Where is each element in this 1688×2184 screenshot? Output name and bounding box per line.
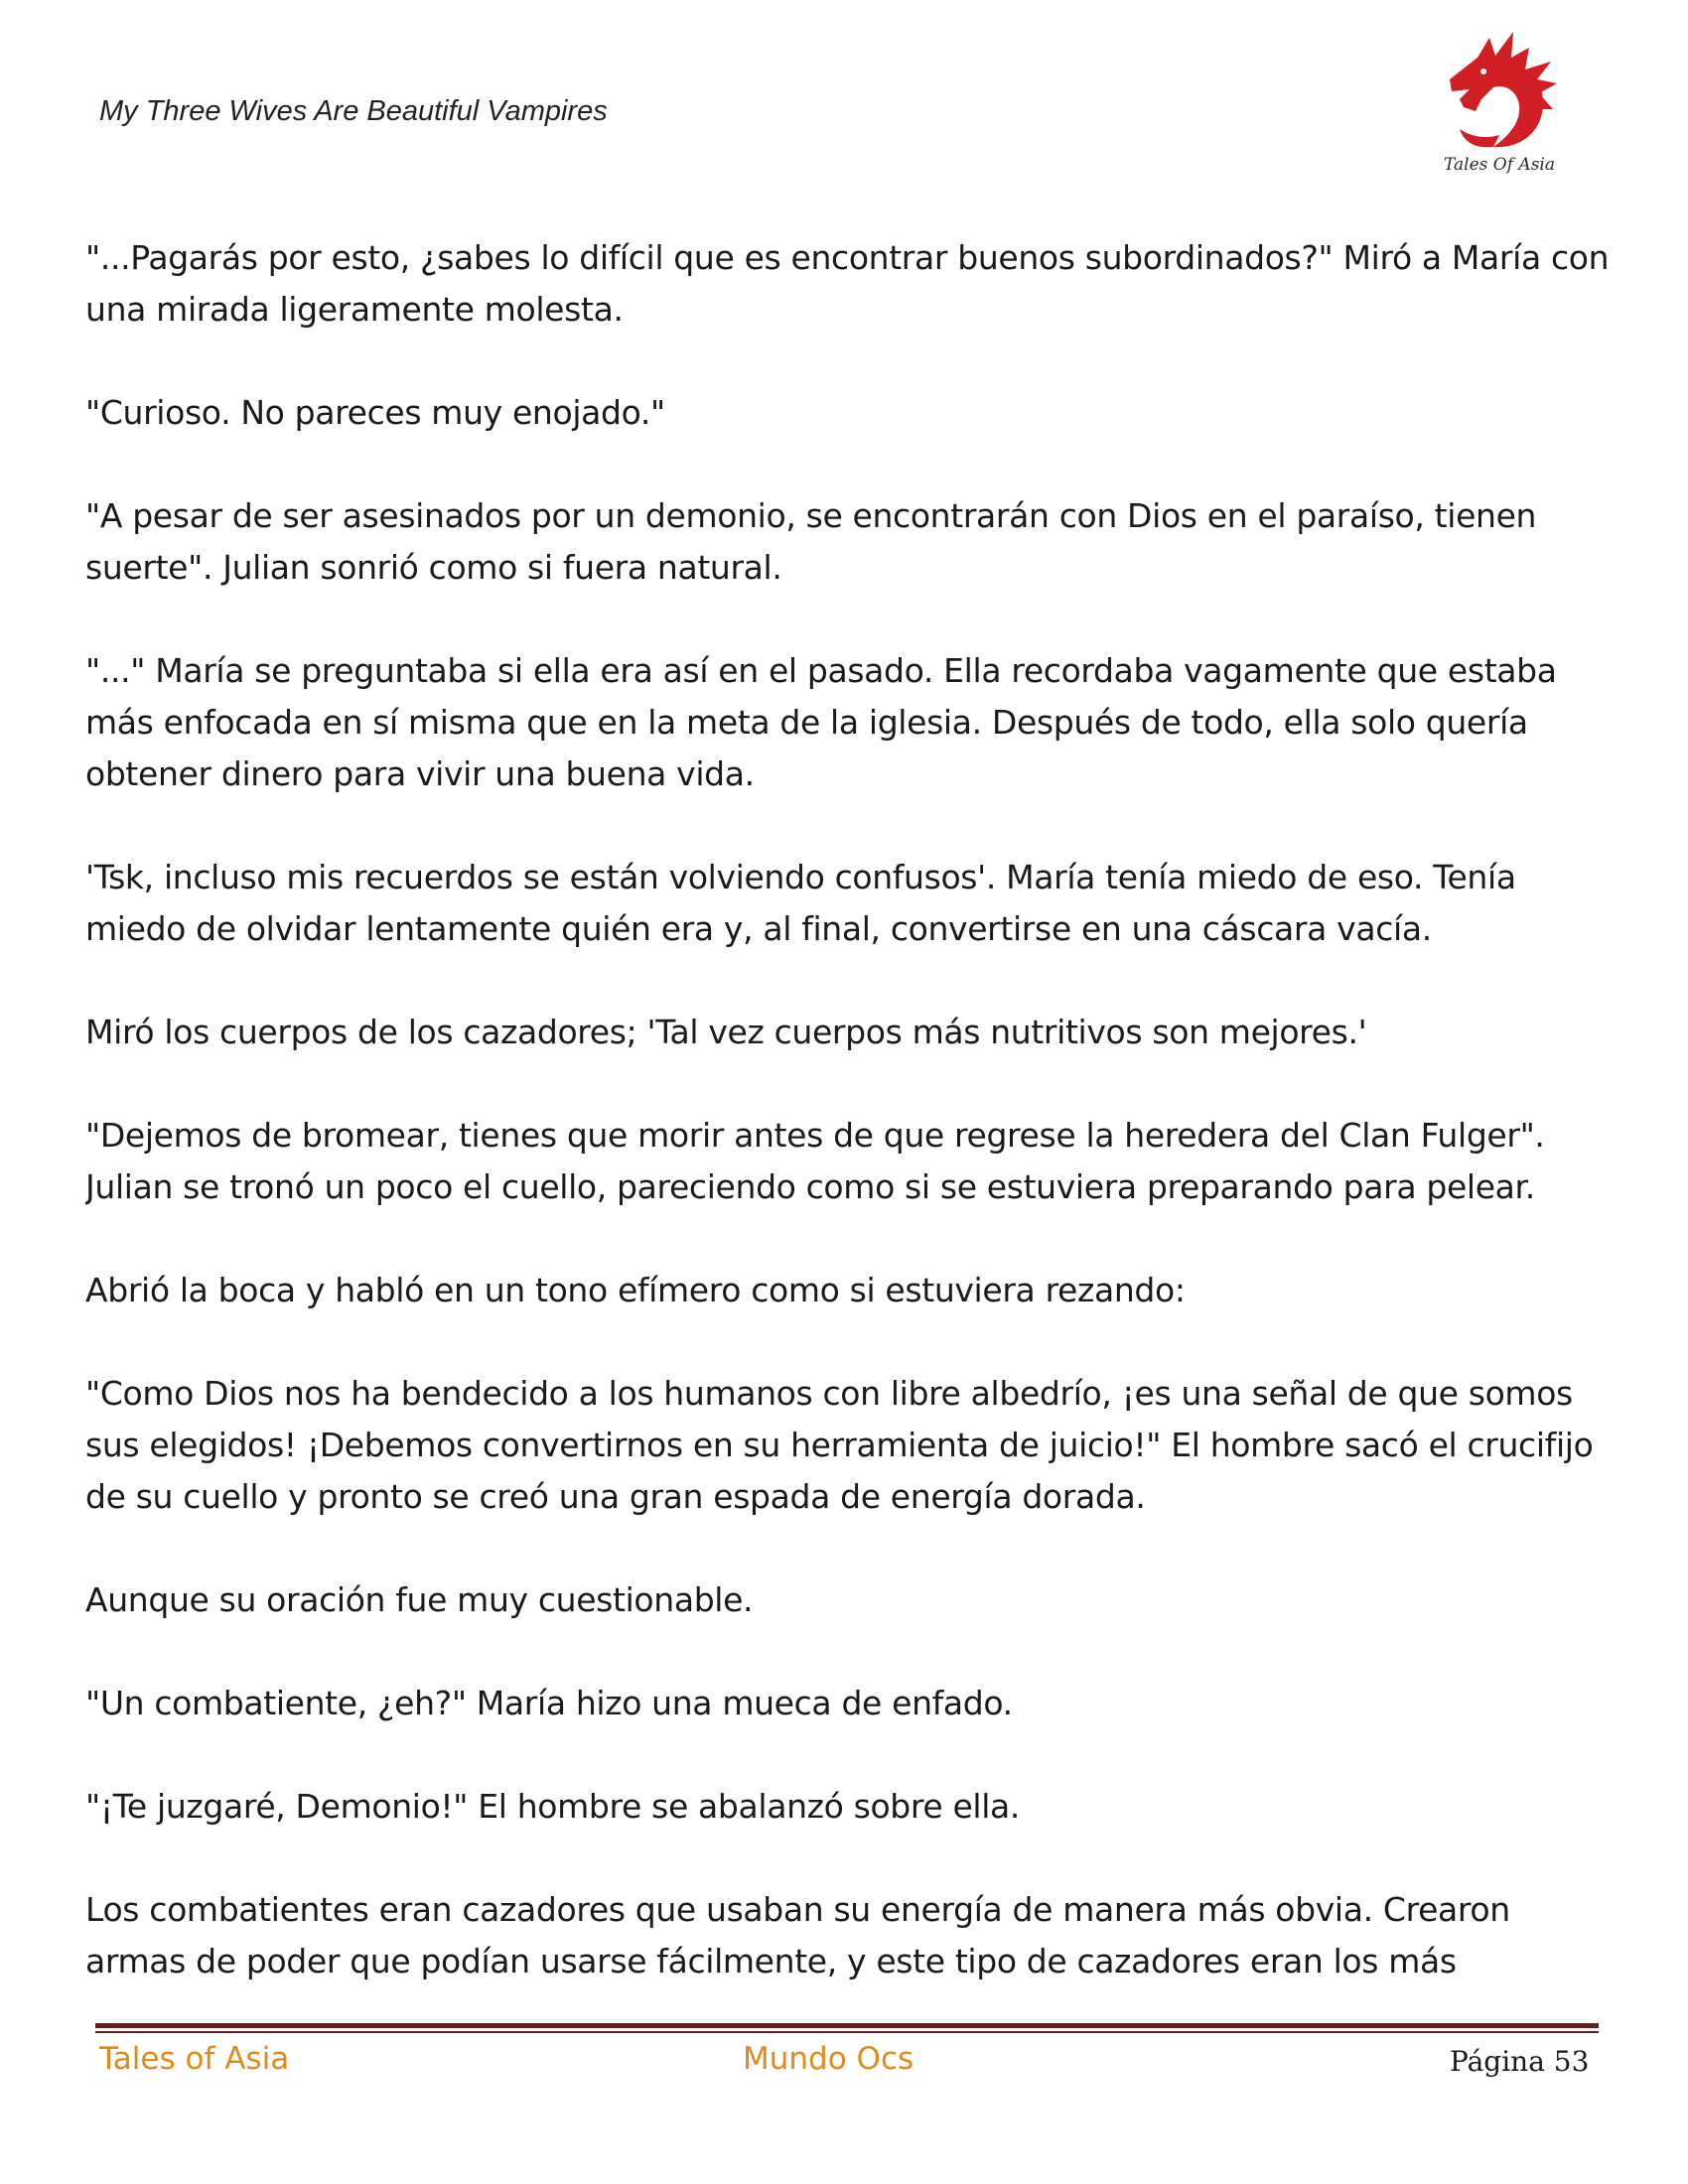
paragraph: "Un combatiente, ¿eh?" María hizo una mueca de enfado. bbox=[85, 1684, 1013, 1722]
footer-site-name: Tales of Asia bbox=[99, 2041, 290, 2077]
logo-text: Tales Of Asia bbox=[1444, 155, 1555, 175]
paragraph: "..." María se preguntaba si ella era así en el pasado. Ella recordaba vagamente que estaba más enfocada en sí misma que en la meta de la iglesia. Después de todo, ella solo quería obtener dinero para vivir una buena vida. bbox=[85, 651, 1557, 793]
chapter-body bbox=[85, 232, 1615, 2017]
paragraph: "¡Te juzgaré, Demonio!" El hombre se abalanzó sobre ella. bbox=[85, 1787, 1021, 1826]
paragraph: Miró los cuerpos de los cazadores; 'Tal vez cuerpos más nutritivos son mejores.' bbox=[85, 1013, 1367, 1051]
dragon-icon bbox=[1430, 18, 1569, 157]
tales-of-asia-logo bbox=[1430, 18, 1569, 182]
paragraph: Los combatientes eran cazadores que usaban su energía de manera más obvia. Crearon armas de poder que podían usarse fácilmente, y este tipo de cazadores eran los más bbox=[85, 1890, 1510, 1980]
paragraph: Aunque su oración fue muy cuestionable. bbox=[85, 1580, 754, 1619]
paragraph: "A pesar de ser asesinados por un demonio, se encontrarán con Dios en el paraíso, tienen suerte". Julian sonrió como si fuera natural. bbox=[85, 496, 1537, 587]
paragraph: 'Tsk, incluso mis recuerdos se están volviendo confusos'. María tenía miedo de eso. Tenía miedo de olvidar lentamente quién era y, al final, convertirse en una cáscara vacía. bbox=[85, 858, 1516, 948]
footer-divider bbox=[95, 2023, 1599, 2033]
paragraph: "Curioso. No pareces muy enojado." bbox=[85, 393, 665, 432]
paragraph: "Dejemos de bromear, tienes que morir antes de que regrese la heredera del Clan Fulger". Julian se tronó un poco el cuello, pareciendo como si se estuviera preparando para pelear. bbox=[85, 1116, 1545, 1206]
paragraph: Abrió la boca y habló en un tono efímero como si estuviera rezando: bbox=[85, 1271, 1186, 1309]
book-title-header: My Three Wives Are Beautiful Vampires bbox=[99, 95, 608, 127]
paragraph: "...Pagarás por esto, ¿sabes lo difícil que es encontrar buenos subordinados?" Miró a María con una mirada ligeramente molesta. bbox=[85, 238, 1610, 329]
paragraph: "Como Dios nos ha bendecido a los humanos con libre albedrío, ¡es una señal de que somos sus elegidos! ¡Debemos convertirnos en su herramienta de juicio!" El hombre sacó el crucifijo de su cuello y pronto se creó una gran espada de energía dorada. bbox=[85, 1374, 1594, 1516]
footer-section-name: Mundo Ocs bbox=[743, 2041, 914, 2077]
page-number: Página 53 bbox=[1450, 2045, 1590, 2078]
